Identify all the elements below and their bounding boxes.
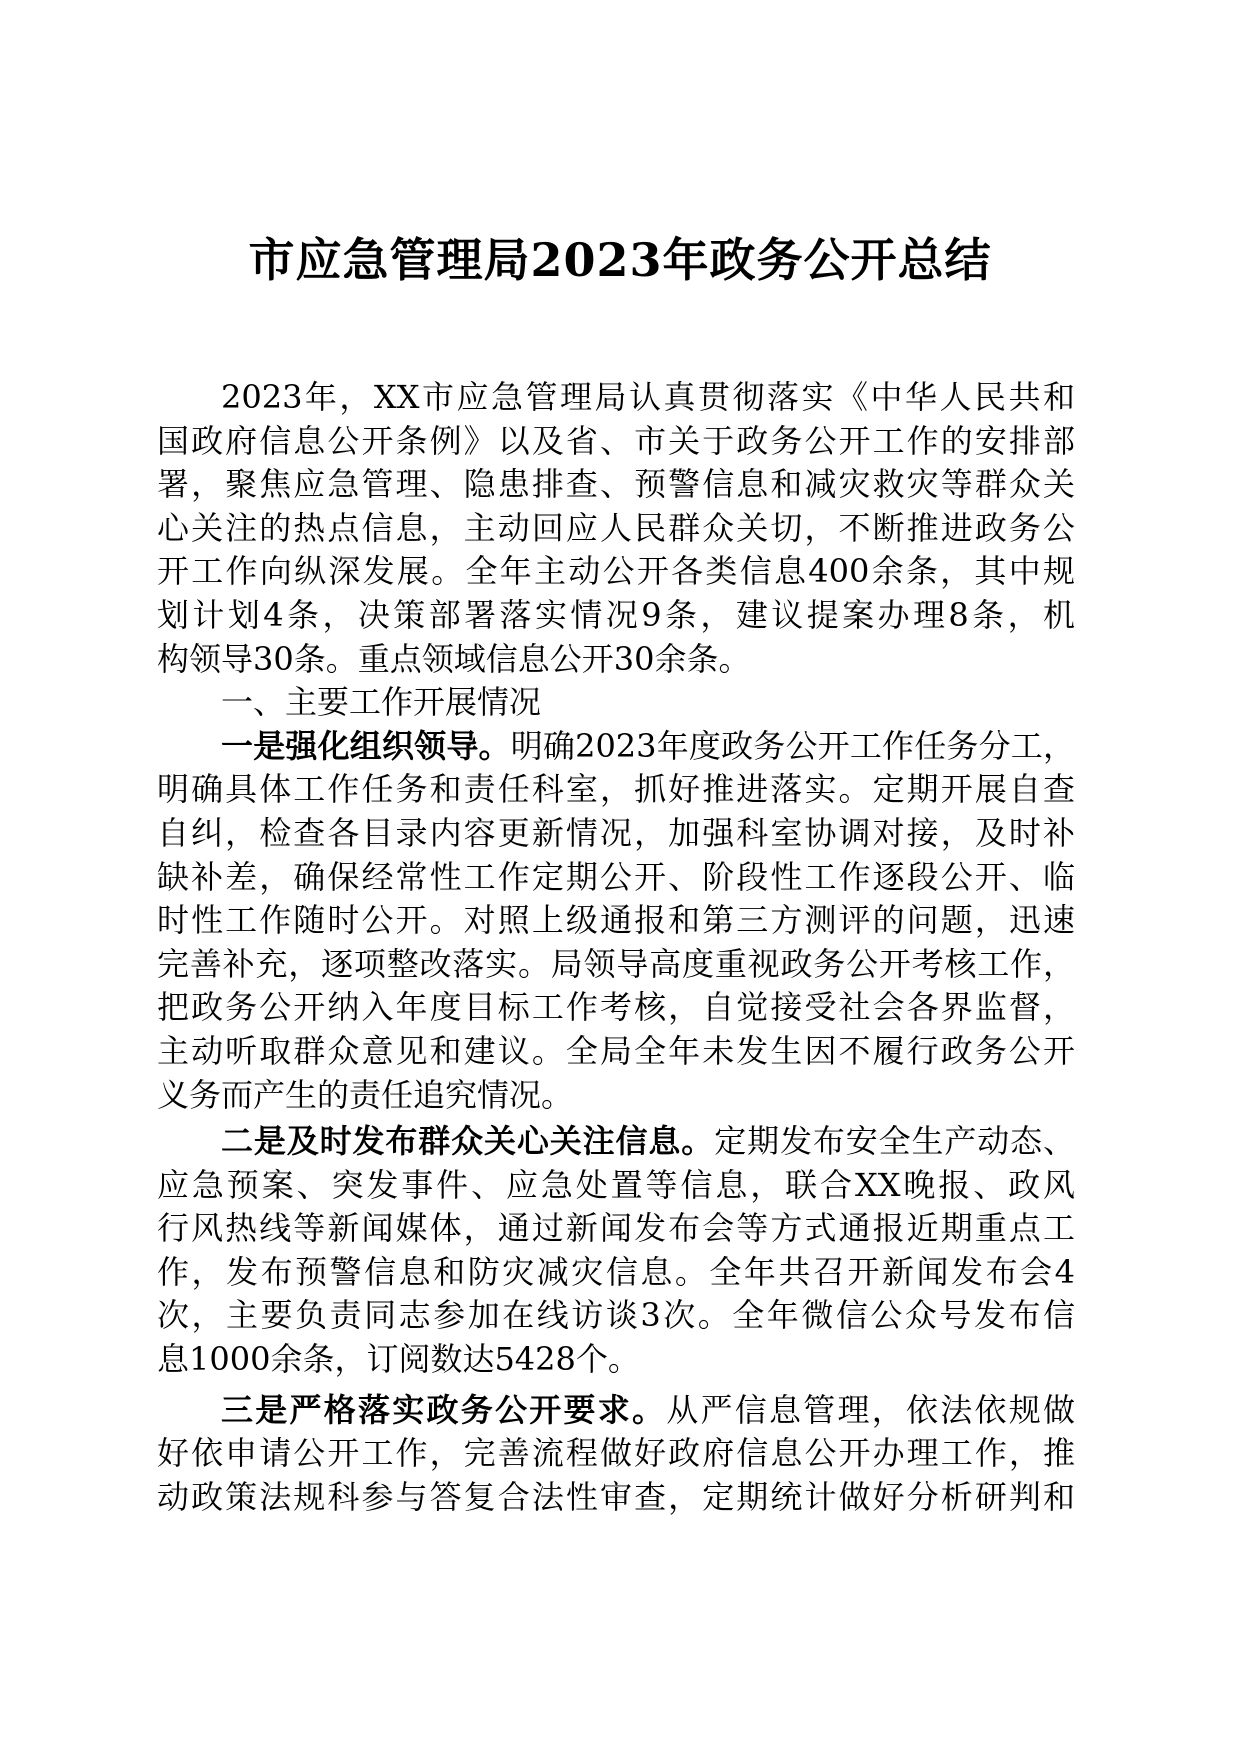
paragraph-line: 好依申请公开工作，完善流程做好政府信息公开办理工作，推 bbox=[157, 1434, 1075, 1473]
paragraph-line: 义务而产生的责任追究情况。 bbox=[157, 1075, 574, 1114]
item-3-lead: 三是严格落实政务公开要求。 bbox=[221, 1390, 667, 1429]
document-body bbox=[157, 376, 1075, 1519]
paragraph-line: 把政务公开纳入年度目标工作考核，自觉接受社会各界监督， bbox=[157, 988, 1075, 1027]
section-heading: 一、主要工作开展情况 bbox=[221, 683, 542, 722]
document-title: 市应急管理局2023年政务公开总结 bbox=[248, 233, 992, 287]
paragraph-line: 作，发布预警信息和防灾减灾信息。全年共召开新闻发布会4 bbox=[157, 1252, 1075, 1291]
item-3-first-rest: 从严信息管理，依法依规做 bbox=[666, 1390, 1075, 1429]
paragraph-line: 心关注的热点信息，主动回应人民群众关切，不断推进政务公 bbox=[157, 508, 1075, 547]
paragraph-line: 署，聚焦应急管理、隐患排查、预警信息和减灾救灾等群众关 bbox=[157, 465, 1075, 504]
paragraph-first-line bbox=[157, 1120, 1075, 1164]
paragraph-line: 动政策法规科参与答复合法性审查，定期统计做好分析研判和 bbox=[157, 1477, 1075, 1516]
paragraph-line: 次，主要负责同志参加在线访谈3次。全年微信公众号发布信 bbox=[157, 1296, 1075, 1335]
paragraph-line: 缺补差，确保经常性工作定期公开、阶段性工作逐段公开、临 bbox=[157, 857, 1075, 896]
paragraph-line: 明确具体工作任务和责任科室，抓好推进落实。定期开展自查 bbox=[157, 770, 1075, 809]
item-2-first-rest: 定期发布安全生产动态、 bbox=[714, 1122, 1075, 1161]
paragraph-line: 行风热线等新闻媒体，通过新闻发布会等方式通报近期重点工 bbox=[157, 1209, 1075, 1248]
paragraph-line: 应急预案、突发事件、应急处置等信息，联合XX晚报、政风 bbox=[157, 1165, 1075, 1204]
paragraph-first-line bbox=[157, 1389, 1075, 1433]
item-3-paragraph bbox=[157, 1389, 1075, 1520]
item-1-first-rest: 明确2023年度政务公开工作任务分工， bbox=[510, 726, 1075, 765]
paragraph-line: 息1000余条，订阅数达5428个。 bbox=[157, 1340, 640, 1379]
paragraph-line: 划计划4条，决策部署落实情况9条，建议提案办理8条，机 bbox=[157, 595, 1075, 634]
paragraph-line: 主动听取群众意见和建议。全局全年未发生因不履行政务公开 bbox=[157, 1031, 1075, 1070]
item-1-lead: 一是强化组织领导。 bbox=[221, 726, 511, 765]
paragraph-line: 自纠，检查各目录内容更新情况，加强科室协调对接，及时补 bbox=[157, 813, 1075, 852]
paragraph-line: 时性工作随时公开。对照上级通报和第三方测评的问题，迅速 bbox=[157, 901, 1075, 940]
paragraph-line: 构领导30条。重点领域信息公开30余条。 bbox=[157, 639, 751, 678]
item-2-lead: 二是及时发布群众关心关注信息。 bbox=[221, 1122, 715, 1161]
item-1-paragraph bbox=[157, 725, 1075, 1117]
paragraph-line: 2023年，XX市应急管理局认真贯彻落实《中华人民共和 bbox=[221, 378, 1075, 416]
item-2-paragraph bbox=[157, 1120, 1075, 1382]
paragraph-line: 完善补充，逐项整改落实。局领导高度重视政务公开考核工作， bbox=[157, 944, 1075, 983]
paragraph-first-line bbox=[157, 725, 1075, 769]
intro-paragraph bbox=[157, 376, 1075, 681]
paragraph-line: 开工作向纵深发展。全年主动公开各类信息400余条，其中规 bbox=[157, 552, 1075, 591]
paragraph-line: 国政府信息公开条例》以及省、市关于政务公开工作的安排部 bbox=[157, 421, 1075, 460]
